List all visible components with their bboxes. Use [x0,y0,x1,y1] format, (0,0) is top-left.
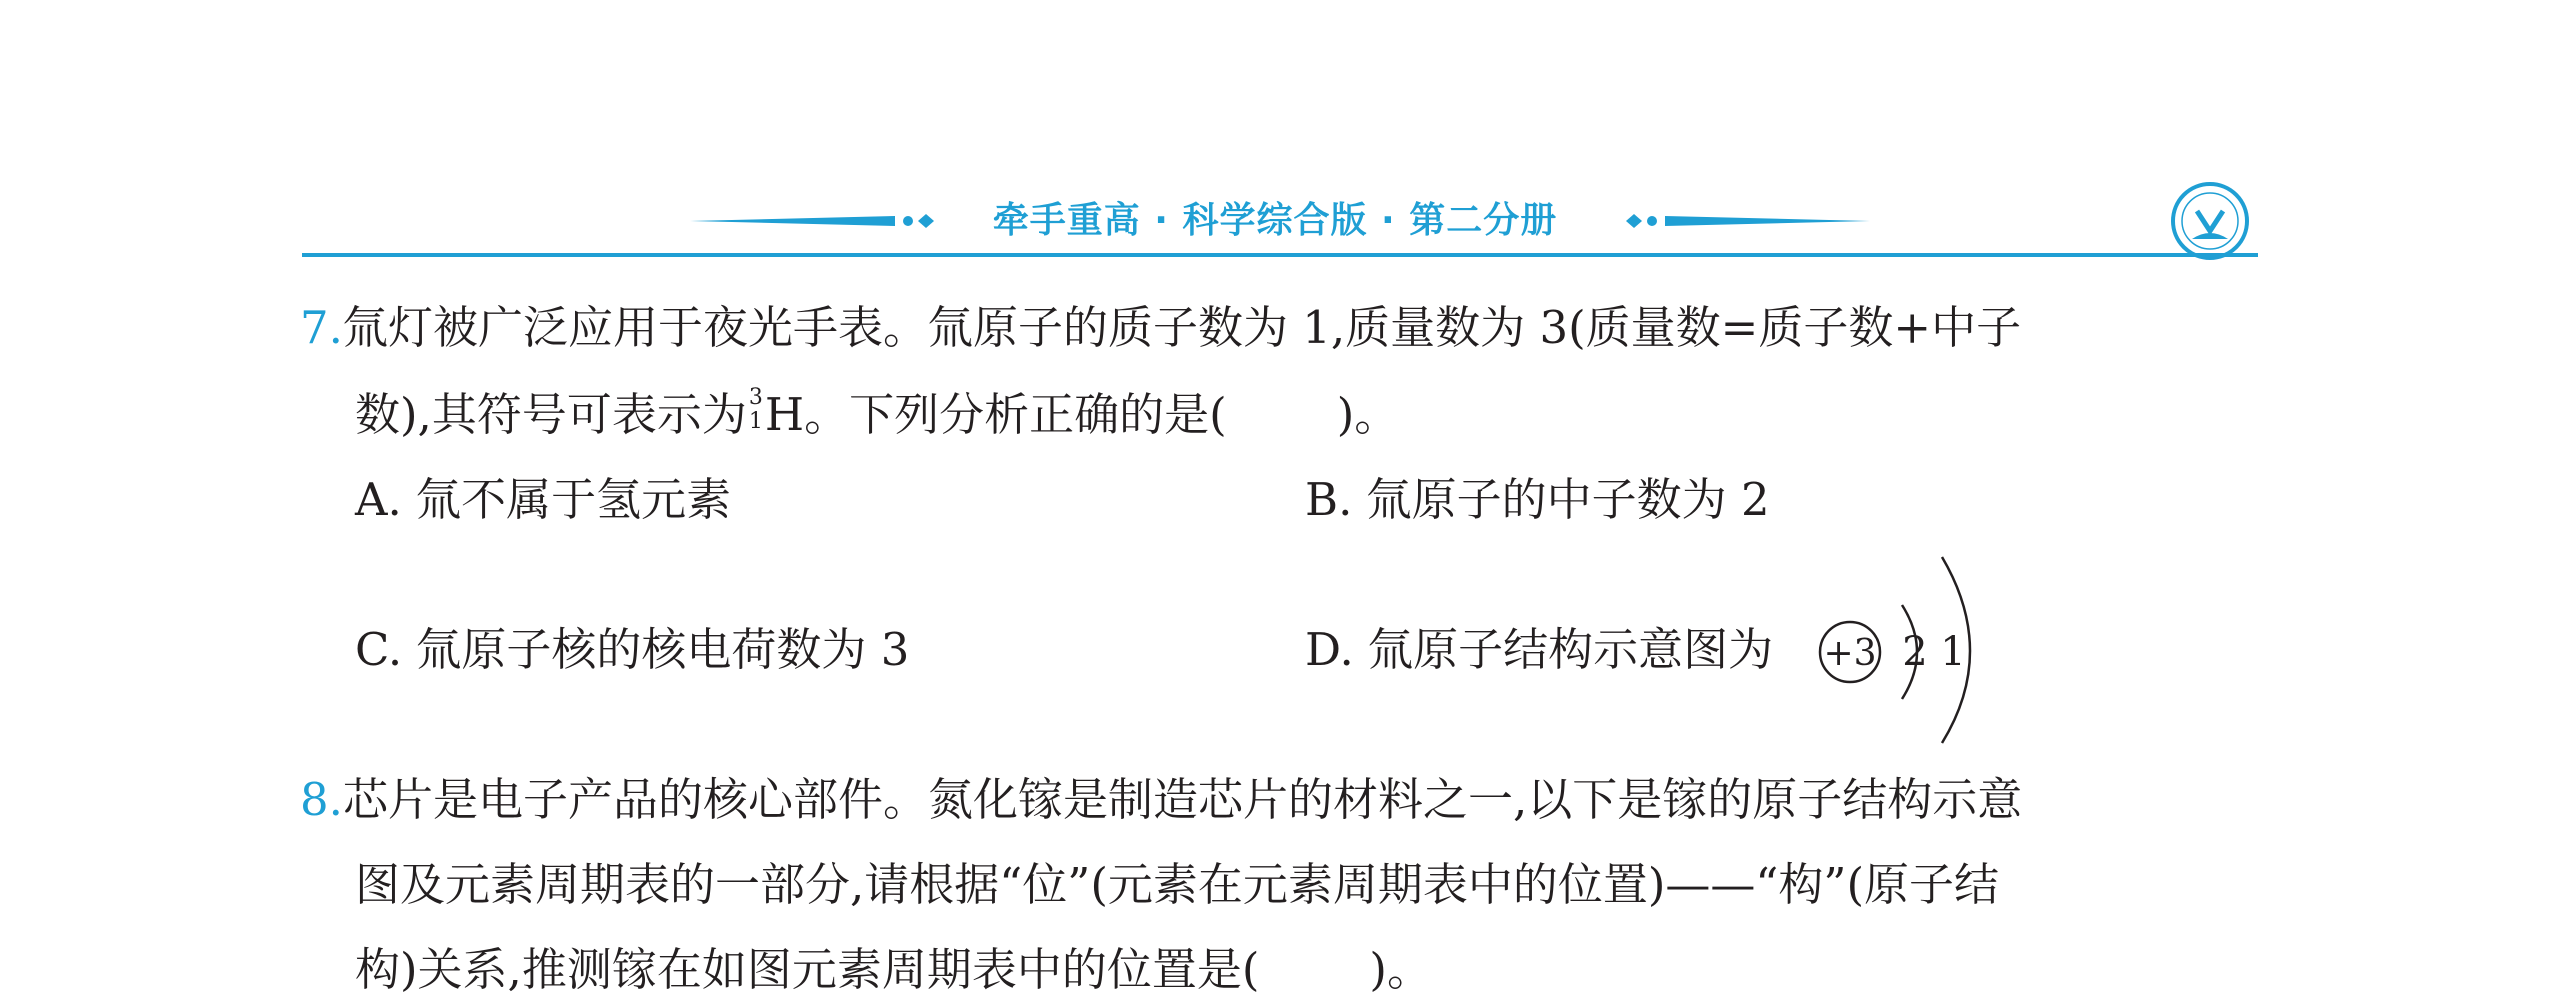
q7-stem-text-2a: 数),其符号可表示为 [355,388,747,441]
header-title: 牵手重高 · 科学综合版 · 第二分册 [992,200,1558,241]
q7-option-a[interactable]: A. 氚不属于氢元素 [355,473,732,526]
q7-stem-text-2c: )。 [1336,388,1400,441]
atomic-number: 1 [748,409,763,434]
q7-stem-line2 [355,385,1399,445]
q7-option-c[interactable]: C. 氚原子核的核电荷数为 3 [355,623,910,676]
shell-1-electrons: 2 [1902,629,1928,675]
q8-line3 [355,940,1432,1000]
q7-option-d[interactable]: D. 氚原子结构示意图为 [1305,623,1774,676]
atom-structure-diagram [1815,555,1975,745]
q8-text-3a: 构)关系,推测镓在如图元素周期表中的位置是( [355,943,1260,996]
tritium-symbol-scripts [747,385,765,436]
school-emblem-icon [2170,181,2250,261]
q7-number: 7. [300,301,343,354]
q8-line1 [300,770,2022,830]
q7-stem-text-2b: H。下列分析正确的是( [764,388,1227,441]
q8-number: 8. [300,773,343,826]
header-left-ornament [690,208,940,234]
mass-number: 3 [748,385,763,410]
shell-2-electrons: 1 [1940,629,1966,675]
header-right-ornament [1620,208,1870,234]
q7-stem-text-1: 氚灯被广泛应用于夜光手表。氚原子的质子数为 1,质量数为 3(质量数=质子数+中子 [342,301,2022,354]
q7-stem-line1 [300,298,2021,358]
q8-line2: 图及元素周期表的一部分,请根据“位”(元素在元素周期表中的位置)——“构”(原子结 [355,858,1999,911]
q7-option-b[interactable]: B. 氚原子的中子数为 2 [1305,473,1770,526]
nucleus-charge: +3 [1823,633,1877,674]
header-divider [302,253,2258,257]
page-header [0,0,2551,270]
q8-text-3b: )。 [1369,943,1432,996]
q8-text-1: 芯片是电子产品的核心部件。氮化镓是制造芯片的材料之一,以下是镓的原子结构示意 [342,773,2023,826]
